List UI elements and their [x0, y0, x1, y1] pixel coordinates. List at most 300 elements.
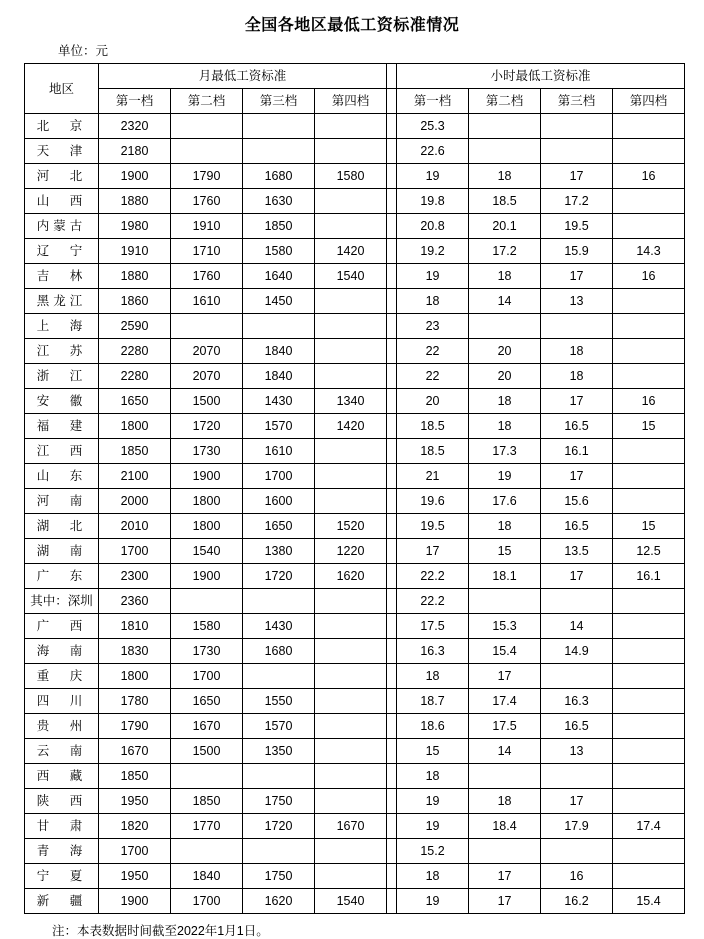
hour-wage-cell: 21: [397, 464, 469, 489]
month-wage-cell: 1860: [99, 289, 171, 314]
month-wage-cell: 1910: [99, 239, 171, 264]
month-wage-cell: 1650: [243, 514, 315, 539]
month-wage-cell: 1580: [315, 164, 387, 189]
month-wage-cell: 1570: [243, 414, 315, 439]
month-wage-cell: 1580: [171, 614, 243, 639]
month-wage-cell: 1620: [243, 889, 315, 914]
month-wage-cell: [315, 639, 387, 664]
month-wage-cell: 1640: [243, 264, 315, 289]
hour-wage-cell: 17: [541, 389, 613, 414]
table-row: [25, 289, 685, 314]
column-gap: [387, 664, 397, 689]
month-wage-cell: 1900: [99, 164, 171, 189]
month-wage-cell: [243, 114, 315, 139]
month-wage-cell: 1500: [171, 389, 243, 414]
table-note: 注：本表数据时间截至2022年1月1日。: [52, 924, 269, 938]
month-wage-cell: 1670: [171, 714, 243, 739]
table-row: [25, 339, 685, 364]
month-wage-cell: 1950: [99, 789, 171, 814]
month-wage-cell: [315, 339, 387, 364]
month-wage-cell: [243, 314, 315, 339]
hour-wage-cell: 25.3: [397, 114, 469, 139]
hour-wage-cell: 17: [541, 164, 613, 189]
month-wage-cell: 1790: [171, 164, 243, 189]
hour-wage-cell: 18: [469, 414, 541, 439]
month-wage-cell: 1980: [99, 214, 171, 239]
hour-wage-cell: 18.5: [397, 414, 469, 439]
hour-wage-cell: 16: [613, 264, 685, 289]
month-wage-cell: 1620: [315, 564, 387, 589]
hour-wage-cell: 19.5: [541, 214, 613, 239]
table-row: [25, 139, 685, 164]
hour-wage-cell: 15: [613, 514, 685, 539]
region-cell: 宁 夏: [25, 864, 99, 889]
table-row: [25, 314, 685, 339]
hour-wage-cell: 19.6: [397, 489, 469, 514]
hour-wage-cell: 17: [469, 864, 541, 889]
column-gap: [387, 814, 397, 839]
header-group-hour: 小时最低工资标准: [397, 64, 685, 89]
month-wage-cell: 1550: [243, 689, 315, 714]
month-wage-cell: 1520: [315, 514, 387, 539]
hour-wage-cell: 18.5: [469, 189, 541, 214]
hour-wage-cell: [469, 314, 541, 339]
hour-wage-cell: 17.4: [613, 814, 685, 839]
hour-wage-cell: [541, 114, 613, 139]
region-cell: 吉 林: [25, 264, 99, 289]
table-row: [25, 814, 685, 839]
hour-wage-cell: 17.5: [397, 614, 469, 639]
month-wage-cell: 1700: [99, 839, 171, 864]
month-wage-cell: 1850: [171, 789, 243, 814]
hour-wage-cell: 18: [469, 264, 541, 289]
column-gap: [387, 339, 397, 364]
month-wage-cell: [315, 489, 387, 514]
table-row: [25, 364, 685, 389]
region-cell: 河 北: [25, 164, 99, 189]
month-wage-cell: 1220: [315, 539, 387, 564]
hour-wage-cell: [613, 489, 685, 514]
region-cell: 四 川: [25, 689, 99, 714]
hour-wage-cell: 18: [397, 864, 469, 889]
month-wage-cell: 1800: [171, 514, 243, 539]
column-gap: [387, 489, 397, 514]
month-wage-cell: [315, 439, 387, 464]
hour-wage-cell: 19: [397, 889, 469, 914]
month-wage-cell: 1350: [243, 739, 315, 764]
hour-wage-cell: [613, 789, 685, 814]
hour-wage-cell: [541, 139, 613, 164]
table-row: [25, 164, 685, 189]
hour-wage-cell: 22.2: [397, 564, 469, 589]
month-wage-cell: 1800: [99, 414, 171, 439]
hour-wage-cell: 20: [469, 339, 541, 364]
month-wage-cell: 1540: [315, 264, 387, 289]
month-wage-cell: 2000: [99, 489, 171, 514]
month-wage-cell: 1670: [315, 814, 387, 839]
table-row: [25, 689, 685, 714]
hour-wage-cell: 18: [541, 339, 613, 364]
region-cell: 北 京: [25, 114, 99, 139]
hour-wage-cell: [613, 339, 685, 364]
column-gap: [387, 614, 397, 639]
column-gap: [387, 314, 397, 339]
column-gap: [387, 739, 397, 764]
table-row: [25, 714, 685, 739]
hour-wage-cell: 23: [397, 314, 469, 339]
month-wage-cell: 2070: [171, 364, 243, 389]
hour-wage-cell: 18: [469, 164, 541, 189]
hour-wage-cell: [613, 439, 685, 464]
month-wage-cell: 1650: [171, 689, 243, 714]
hour-wage-cell: 18: [541, 364, 613, 389]
hour-wage-cell: [541, 839, 613, 864]
month-wage-cell: [171, 139, 243, 164]
column-gap: [387, 889, 397, 914]
hour-wage-cell: 17.5: [469, 714, 541, 739]
hour-wage-cell: [613, 289, 685, 314]
column-gap: [387, 64, 397, 89]
month-wage-cell: 1580: [243, 239, 315, 264]
hour-wage-cell: 15: [469, 539, 541, 564]
region-cell: 浙 江: [25, 364, 99, 389]
month-wage-cell: 1700: [243, 464, 315, 489]
header-month-tier-2: 第二档: [171, 89, 243, 114]
column-gap: [387, 239, 397, 264]
month-wage-cell: 1840: [243, 339, 315, 364]
hour-wage-cell: [613, 639, 685, 664]
month-wage-cell: 2300: [99, 564, 171, 589]
header-hour-tier-3: 第三档: [541, 89, 613, 114]
month-wage-cell: 1610: [243, 439, 315, 464]
hour-wage-cell: 17.2: [469, 239, 541, 264]
hour-wage-cell: 15: [397, 739, 469, 764]
hour-wage-cell: 19.8: [397, 189, 469, 214]
hour-wage-cell: 12.5: [613, 539, 685, 564]
hour-wage-cell: 16.1: [613, 564, 685, 589]
month-wage-cell: 1700: [99, 539, 171, 564]
month-wage-cell: 1720: [243, 814, 315, 839]
month-wage-cell: 1650: [99, 389, 171, 414]
hour-wage-cell: 20.1: [469, 214, 541, 239]
hour-wage-cell: 16: [613, 389, 685, 414]
page-title: 全国各地区最低工资标准情况: [244, 17, 460, 34]
hour-wage-cell: [613, 314, 685, 339]
hour-wage-cell: 15.6: [541, 489, 613, 514]
month-wage-cell: 1540: [315, 889, 387, 914]
header-row-groups: [25, 64, 685, 89]
column-gap: [387, 864, 397, 889]
region-cell: 海 南: [25, 639, 99, 664]
hour-wage-cell: 19: [397, 264, 469, 289]
region-cell: 福 建: [25, 414, 99, 439]
month-wage-cell: [171, 764, 243, 789]
table-row: [25, 414, 685, 439]
hour-wage-cell: 20.8: [397, 214, 469, 239]
region-cell: 湖 南: [25, 539, 99, 564]
month-wage-cell: 2070: [171, 339, 243, 364]
hour-wage-cell: [541, 764, 613, 789]
table-row: [25, 239, 685, 264]
month-wage-cell: [315, 364, 387, 389]
hour-wage-cell: 13: [541, 739, 613, 764]
hour-wage-cell: 17: [469, 889, 541, 914]
month-wage-cell: [315, 689, 387, 714]
month-wage-cell: 1730: [171, 439, 243, 464]
table-row: [25, 664, 685, 689]
column-gap: [387, 289, 397, 314]
hour-wage-cell: 18.1: [469, 564, 541, 589]
month-wage-cell: 1800: [171, 489, 243, 514]
hour-wage-cell: 19: [469, 464, 541, 489]
column-gap: [387, 839, 397, 864]
month-wage-cell: [315, 664, 387, 689]
hour-wage-cell: 19.2: [397, 239, 469, 264]
hour-wage-cell: [613, 764, 685, 789]
month-wage-cell: 1900: [171, 564, 243, 589]
region-cell: 甘 肃: [25, 814, 99, 839]
hour-wage-cell: [613, 839, 685, 864]
column-gap: [387, 439, 397, 464]
table-row: [25, 114, 685, 139]
hour-wage-cell: [613, 214, 685, 239]
hour-wage-cell: 15.3: [469, 614, 541, 639]
header-hour-tier-1: 第一档: [397, 89, 469, 114]
unit-label: 单位：元: [58, 44, 109, 58]
month-wage-cell: 1760: [171, 189, 243, 214]
region-cell: 内蒙古: [25, 214, 99, 239]
region-cell: 新 疆: [25, 889, 99, 914]
month-wage-cell: [171, 839, 243, 864]
table-row: [25, 439, 685, 464]
month-wage-cell: [315, 139, 387, 164]
table-row: [25, 539, 685, 564]
hour-wage-cell: 15.2: [397, 839, 469, 864]
hour-wage-cell: [469, 114, 541, 139]
hour-wage-cell: 22.6: [397, 139, 469, 164]
month-wage-cell: 1900: [99, 889, 171, 914]
hour-wage-cell: 20: [397, 389, 469, 414]
table-row: [25, 889, 685, 914]
month-wage-cell: 1340: [315, 389, 387, 414]
hour-wage-cell: [613, 139, 685, 164]
column-gap: [387, 414, 397, 439]
hour-wage-cell: [613, 589, 685, 614]
column-gap: [387, 589, 397, 614]
month-wage-cell: [315, 739, 387, 764]
month-wage-cell: 1770: [171, 814, 243, 839]
header-group-month: 月最低工资标准: [99, 64, 387, 89]
table-body: [25, 114, 685, 914]
hour-wage-cell: [469, 764, 541, 789]
hour-wage-cell: [469, 839, 541, 864]
month-wage-cell: 2100: [99, 464, 171, 489]
hour-wage-cell: 18: [397, 289, 469, 314]
table-row: [25, 189, 685, 214]
hour-wage-cell: 18: [469, 789, 541, 814]
month-wage-cell: 1850: [99, 764, 171, 789]
hour-wage-cell: 14.9: [541, 639, 613, 664]
hour-wage-cell: [541, 314, 613, 339]
table-row: [25, 639, 685, 664]
month-wage-cell: [315, 839, 387, 864]
region-cell: 江 西: [25, 439, 99, 464]
column-gap: [387, 139, 397, 164]
month-wage-cell: [243, 839, 315, 864]
hour-wage-cell: 18: [397, 664, 469, 689]
hour-wage-cell: 17.6: [469, 489, 541, 514]
hour-wage-cell: 17.2: [541, 189, 613, 214]
month-wage-cell: 1830: [99, 639, 171, 664]
column-gap: [387, 214, 397, 239]
month-wage-cell: 1850: [99, 439, 171, 464]
month-wage-cell: [315, 714, 387, 739]
month-wage-cell: 1730: [171, 639, 243, 664]
month-wage-cell: 1820: [99, 814, 171, 839]
month-wage-cell: 1750: [243, 789, 315, 814]
hour-wage-cell: [613, 114, 685, 139]
hour-wage-cell: 18.6: [397, 714, 469, 739]
table-row: [25, 839, 685, 864]
column-gap: [387, 464, 397, 489]
hour-wage-cell: 22: [397, 364, 469, 389]
month-wage-cell: 1850: [243, 214, 315, 239]
hour-wage-cell: [613, 664, 685, 689]
column-gap: [387, 389, 397, 414]
month-wage-cell: 1420: [315, 414, 387, 439]
hour-wage-cell: 16.1: [541, 439, 613, 464]
table-row: [25, 264, 685, 289]
table-row: [25, 739, 685, 764]
month-wage-cell: 1810: [99, 614, 171, 639]
region-cell: 贵 州: [25, 714, 99, 739]
month-wage-cell: [315, 189, 387, 214]
hour-wage-cell: [613, 464, 685, 489]
header-row-tiers: [25, 89, 685, 114]
hour-wage-cell: 14: [541, 614, 613, 639]
month-wage-cell: 1600: [243, 489, 315, 514]
region-cell: 云 南: [25, 739, 99, 764]
hour-wage-cell: 18: [469, 389, 541, 414]
hour-wage-cell: 18: [469, 514, 541, 539]
hour-wage-cell: 18.7: [397, 689, 469, 714]
hour-wage-cell: 19.5: [397, 514, 469, 539]
region-cell: 山 西: [25, 189, 99, 214]
hour-wage-cell: 15.9: [541, 239, 613, 264]
hour-wage-cell: [541, 664, 613, 689]
table-header: [25, 64, 685, 114]
table-row: [25, 589, 685, 614]
month-wage-cell: 2280: [99, 364, 171, 389]
month-wage-cell: 1880: [99, 264, 171, 289]
month-wage-cell: [315, 764, 387, 789]
month-wage-cell: [315, 864, 387, 889]
column-gap: [387, 564, 397, 589]
month-wage-cell: 1450: [243, 289, 315, 314]
month-wage-cell: 1750: [243, 864, 315, 889]
hour-wage-cell: 17: [541, 789, 613, 814]
month-wage-cell: 1540: [171, 539, 243, 564]
column-gap: [387, 789, 397, 814]
table-row: [25, 514, 685, 539]
month-wage-cell: 1630: [243, 189, 315, 214]
header-month-tier-4: 第四档: [315, 89, 387, 114]
month-wage-cell: 2180: [99, 139, 171, 164]
hour-wage-cell: 16.3: [541, 689, 613, 714]
month-wage-cell: [243, 589, 315, 614]
month-wage-cell: 1380: [243, 539, 315, 564]
hour-wage-cell: [613, 739, 685, 764]
hour-wage-cell: 18: [397, 764, 469, 789]
month-wage-cell: 1670: [99, 739, 171, 764]
hour-wage-cell: 16: [613, 164, 685, 189]
month-wage-cell: [171, 114, 243, 139]
hour-wage-cell: 18.4: [469, 814, 541, 839]
region-cell: 其中：深圳: [25, 589, 99, 614]
region-cell: 河 南: [25, 489, 99, 514]
region-cell: 广 西: [25, 614, 99, 639]
column-gap: [387, 689, 397, 714]
column-gap: [387, 514, 397, 539]
table-row: [25, 489, 685, 514]
table-row: [25, 564, 685, 589]
month-wage-cell: [315, 114, 387, 139]
column-gap: [387, 539, 397, 564]
month-wage-cell: 1430: [243, 389, 315, 414]
month-wage-cell: 1840: [243, 364, 315, 389]
month-wage-cell: [315, 314, 387, 339]
month-wage-cell: 1760: [171, 264, 243, 289]
region-cell: 江 苏: [25, 339, 99, 364]
table-row: [25, 864, 685, 889]
month-wage-cell: 2590: [99, 314, 171, 339]
header-month-tier-1: 第一档: [99, 89, 171, 114]
month-wage-cell: [171, 314, 243, 339]
region-cell: 辽 宁: [25, 239, 99, 264]
hour-wage-cell: 14: [469, 289, 541, 314]
hour-wage-cell: 17: [397, 539, 469, 564]
hour-wage-cell: [613, 614, 685, 639]
hour-wage-cell: 17.3: [469, 439, 541, 464]
hour-wage-cell: 15.4: [469, 639, 541, 664]
month-wage-cell: 1680: [243, 164, 315, 189]
region-cell: 广 东: [25, 564, 99, 589]
region-cell: 安 徽: [25, 389, 99, 414]
column-gap: [387, 114, 397, 139]
hour-wage-cell: 18.5: [397, 439, 469, 464]
table-row: [25, 464, 685, 489]
region-cell: 天 津: [25, 139, 99, 164]
table-row: [25, 214, 685, 239]
month-wage-cell: 1950: [99, 864, 171, 889]
month-wage-cell: 2010: [99, 514, 171, 539]
header-hour-tier-2: 第二档: [469, 89, 541, 114]
month-wage-cell: 2280: [99, 339, 171, 364]
month-wage-cell: [171, 589, 243, 614]
month-wage-cell: [243, 664, 315, 689]
hour-wage-cell: 14.3: [613, 239, 685, 264]
region-cell: 陕 西: [25, 789, 99, 814]
hour-wage-cell: 17.4: [469, 689, 541, 714]
hour-wage-cell: 22: [397, 339, 469, 364]
region-cell: 西 藏: [25, 764, 99, 789]
month-wage-cell: [315, 289, 387, 314]
hour-wage-cell: 16: [541, 864, 613, 889]
table-row: [25, 389, 685, 414]
month-wage-cell: [315, 589, 387, 614]
month-wage-cell: 1430: [243, 614, 315, 639]
hour-wage-cell: [613, 364, 685, 389]
